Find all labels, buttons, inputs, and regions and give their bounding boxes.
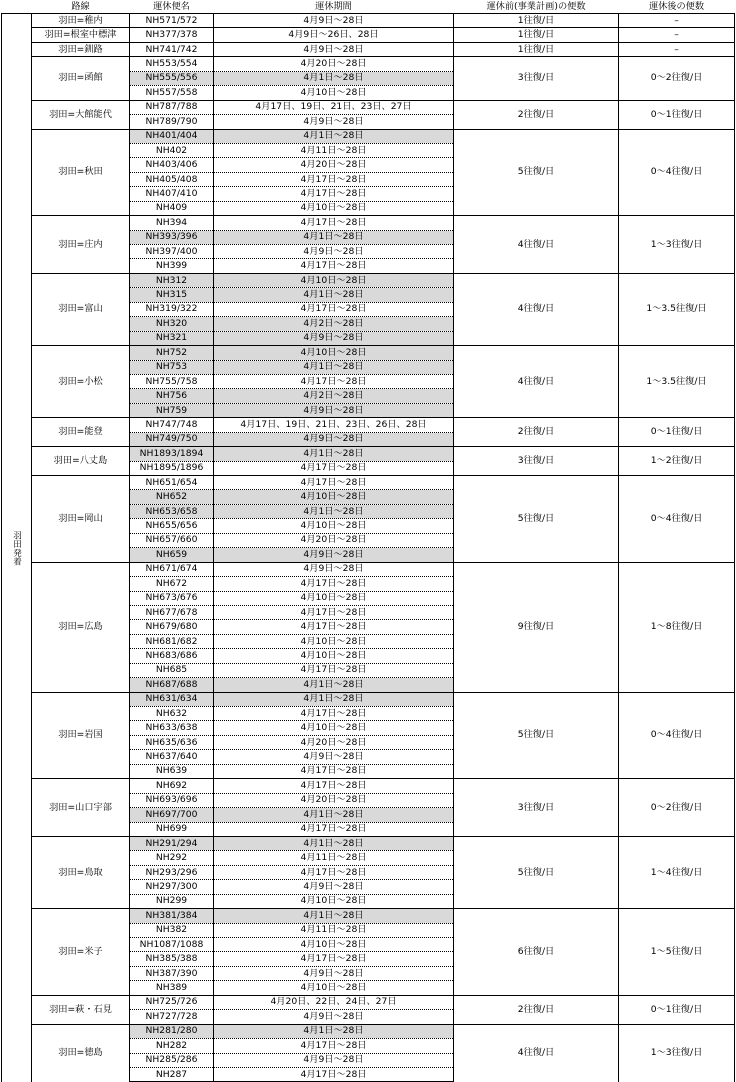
flights-before: 2往復/日 [454,995,619,1024]
suspension-period: 4月17日～28日 [214,764,454,778]
suspension-period: 4月1日～28日 [214,360,454,374]
table-row [2,14,735,28]
suspension-period: 4月1日～28日 [214,678,454,692]
table-row [2,28,735,42]
suspension-period: 4月17日～28日 [214,822,454,836]
suspension-period: 4月10日～28日 [214,346,454,360]
table-row [2,57,735,71]
suspension-period: 4月17日～28日 [214,779,454,793]
flights-before: 6往復/日 [454,909,619,996]
suspension-period: 4月17日～28日 [214,620,454,634]
table-row [2,129,735,143]
flights-after: – [619,28,735,42]
flight-number: NH407/410 [130,187,214,201]
header-area [2,0,32,14]
suspension-period: 4月9日～28日 [214,14,454,28]
flight-number: NH699 [130,822,214,836]
flight-number: NH677/678 [130,605,214,619]
flight-number: NH759 [130,403,214,417]
flight-number: NH693/696 [130,793,214,807]
suspension-period: 4月20日～28日 [214,57,454,71]
table-row [2,42,735,56]
flight-number: NH631/634 [130,692,214,706]
flights-after: 0～4往復/日 [619,692,735,779]
suspension-period: 4月1日～28日 [214,1024,454,1038]
header-after: 運休後の便数 [619,0,735,14]
flight-number: NH389 [130,981,214,995]
flights-after: 1～4往復/日 [619,836,735,908]
suspension-period: 4月9日～28日 [214,115,454,129]
flight-number: NH321 [130,331,214,345]
flights-after: 1～3.5往復/日 [619,273,735,345]
flight-number: NH381/384 [130,909,214,923]
flight-number: NH655/656 [130,519,214,533]
route-name: 羽田=庄内 [32,216,130,274]
flights-before: 4往復/日 [454,1024,619,1082]
suspension-period: 4月9日～28日 [214,966,454,980]
flight-number: NH312 [130,273,214,287]
flight-number: NH385/388 [130,952,214,966]
suspension-period: 4月10日～28日 [214,490,454,504]
suspension-period: 4月10日～28日 [214,591,454,605]
suspension-period: 4月20日、22日、24日、27日 [214,995,454,1009]
route-name: 羽田=徳島 [32,1024,130,1082]
flight-number: NH401/404 [130,129,214,143]
flight-number: NH319/322 [130,302,214,316]
flights-before: 1往復/日 [454,14,619,28]
flight-number: NH637/640 [130,750,214,764]
suspension-period: 4月9日～28日 [214,562,454,576]
suspension-period: 4月1日～28日 [214,71,454,85]
flight-number: NH299 [130,894,214,908]
flight-number: NH282 [130,1039,214,1053]
route-name: 羽田=稚内 [32,14,130,28]
route-name: 羽田=岩国 [32,692,130,779]
flight-number: NH673/676 [130,591,214,605]
table-row [2,995,735,1009]
flights-before: 2往復/日 [454,418,619,447]
table-row [2,346,735,360]
table-body [2,14,735,1082]
header-route: 路線 [32,0,130,14]
table-row [2,692,735,706]
suspension-period: 4月10日～28日 [214,649,454,663]
suspension-period: 4月1日～28日 [214,836,454,850]
flight-number: NH727/728 [130,1010,214,1024]
flight-number: NH382 [130,923,214,937]
suspension-period: 4月10日～28日 [214,981,454,995]
suspension-period: 4月17日～28日 [214,577,454,591]
suspension-period: 4月11日～28日 [214,851,454,865]
suspension-period: 4月1日～28日 [214,909,454,923]
route-name: 羽田=大館能代 [32,100,130,129]
flight-number: NH633/638 [130,721,214,735]
flight-number: NH297/300 [130,880,214,894]
flight-number: NH752 [130,346,214,360]
flights-after: – [619,14,735,28]
header-before: 運休前(事業計画)の便数 [454,0,619,14]
flight-number: NH555/556 [130,71,214,85]
flight-number: NH789/790 [130,115,214,129]
suspension-period: 4月10日～28日 [214,938,454,952]
flights-after: 1～8往復/日 [619,562,735,692]
route-name: 羽田=小松 [32,346,130,418]
flight-number: NH681/682 [130,634,214,648]
flight-number: NH387/390 [130,966,214,980]
suspension-period: 4月9日～28日 [214,245,454,259]
suspension-period: 4月17日～28日 [214,952,454,966]
suspension-period: 4月17日～28日 [214,461,454,475]
route-name: 羽田=函館 [32,57,130,100]
flight-number: NH692 [130,779,214,793]
flights-after: 1～3.5往復/日 [619,346,735,418]
suspension-period: 4月17日～28日 [214,476,454,490]
suspension-period: 4月10日～28日 [214,519,454,533]
suspension-period: 4月17日～28日 [214,172,454,186]
flight-number: NH293/296 [130,865,214,879]
suspension-period: 4月20日～28日 [214,793,454,807]
suspension-period: 4月17日～28日 [214,865,454,879]
flights-after: 1～3往復/日 [619,216,735,274]
route-name: 羽田=広島 [32,562,130,692]
suspension-period: 4月9日～28日 [214,1010,454,1024]
table-row [2,1024,735,1038]
flight-number: NH741/742 [130,42,214,56]
suspension-period: 4月10日～28日 [214,894,454,908]
flight-number: NH285/286 [130,1053,214,1067]
flight-number: NH1893/1894 [130,447,214,461]
flight-number: NH755/758 [130,374,214,388]
suspension-period: 4月17日～28日 [214,1039,454,1053]
flight-number: NH377/378 [130,28,214,42]
flight-number: NH1895/1896 [130,461,214,475]
header-period: 運休期間 [214,0,454,14]
suspension-period: 4月17日～28日 [214,707,454,721]
flight-number: NH320 [130,317,214,331]
flight-number: NH753 [130,360,214,374]
flights-after: – [619,42,735,56]
route-name: 羽田=岡山 [32,476,130,563]
flights-after: 0～2往復/日 [619,57,735,100]
flight-number: NH1087/1088 [130,938,214,952]
flight-number: NH553/554 [130,57,214,71]
suspension-table [1,0,735,1082]
flight-number: NH557/558 [130,86,214,100]
flight-number: NH402 [130,143,214,157]
flight-number: NH635/636 [130,735,214,749]
flights-before: 4往復/日 [454,346,619,418]
table-row [2,779,735,793]
route-name: 羽田=能登 [32,418,130,447]
suspension-period: 4月1日～28日 [214,129,454,143]
suspension-period: 4月17日～28日 [214,187,454,201]
flight-number: NH287 [130,1067,214,1081]
flight-number: NH405/408 [130,172,214,186]
suspension-period: 4月9日～28日 [214,1053,454,1067]
flights-before: 3往復/日 [454,447,619,476]
flight-number: NH394 [130,216,214,230]
flights-before: 4往復/日 [454,273,619,345]
table-row [2,476,735,490]
suspension-period: 4月1日～28日 [214,692,454,706]
suspension-period: 4月9日～28日 [214,403,454,417]
flights-after: 1～5往復/日 [619,909,735,996]
flights-before: 5往復/日 [454,476,619,563]
route-name: 羽田=秋田 [32,129,130,216]
suspension-period: 4月9日～28日 [214,880,454,894]
table-row [2,562,735,576]
suspension-period: 4月9日～28日 [214,331,454,345]
flights-before: 1往復/日 [454,28,619,42]
suspension-period: 4月1日～28日 [214,808,454,822]
flight-number: NH749/750 [130,432,214,446]
flight-number: NH315 [130,288,214,302]
suspension-period: 4月10日～28日 [214,86,454,100]
flight-number: NH652 [130,490,214,504]
flight-number: NH725/726 [130,995,214,1009]
route-name: 羽田=山口宇部 [32,779,130,837]
flights-before: 5往復/日 [454,836,619,908]
suspension-period: 4月20日～28日 [214,533,454,547]
table-row [2,216,735,230]
flight-number: NH397/400 [130,245,214,259]
flight-number: NH639 [130,764,214,778]
header-row [2,0,735,14]
flights-before: 2往復/日 [454,100,619,129]
flights-after: 0～4往復/日 [619,476,735,563]
suspension-period: 4月10日～28日 [214,634,454,648]
flight-number: NH679/680 [130,620,214,634]
flight-number: NH747/748 [130,418,214,432]
flights-after: 1～3往復/日 [619,1024,735,1082]
suspension-period: 4月1日～28日 [214,504,454,518]
suspension-period: 4月10日～28日 [214,201,454,215]
suspension-period: 4月17日～28日 [214,302,454,316]
suspension-period: 4月9日～28日 [214,750,454,764]
table-row [2,100,735,114]
flight-number: NH403/406 [130,158,214,172]
suspension-period: 4月10日～28日 [214,273,454,287]
flight-number: NH571/572 [130,14,214,28]
table-row [2,273,735,287]
route-name: 羽田=萩・石見 [32,995,130,1024]
suspension-period: 4月2日～28日 [214,317,454,331]
area-label: 羽田発着 [11,530,22,566]
suspension-period: 4月9日～28日 [214,548,454,562]
flight-number: NH281/280 [130,1024,214,1038]
route-name: 羽田=八丈島 [32,447,130,476]
suspension-period: 4月9日～28日 [214,42,454,56]
flights-after: 0～4往復/日 [619,129,735,216]
flight-number: NH291/294 [130,836,214,850]
flight-number: NH787/788 [130,100,214,114]
flight-number: NH653/658 [130,504,214,518]
flights-after: 0～1往復/日 [619,995,735,1024]
route-name: 羽田=鳥取 [32,836,130,908]
flight-number: NH651/654 [130,476,214,490]
flight-number: NH632 [130,707,214,721]
flights-before: 9往復/日 [454,562,619,692]
suspension-period: 4月11日～28日 [214,143,454,157]
flights-before: 1往復/日 [454,42,619,56]
flights-after: 0～1往復/日 [619,418,735,447]
suspension-period: 4月1日～28日 [214,230,454,244]
flight-number: NH697/700 [130,808,214,822]
suspension-period: 4月10日～28日 [214,721,454,735]
suspension-period: 4月11日～28日 [214,923,454,937]
suspension-period: 4月17日～28日 [214,605,454,619]
suspension-period: 4月17日、19日、21日、23日、27日 [214,100,454,114]
flight-number: NH683/686 [130,649,214,663]
flight-number: NH399 [130,259,214,273]
route-name: 羽田=米子 [32,909,130,996]
flights-before: 4往復/日 [454,216,619,274]
table-row [2,447,735,461]
flights-before: 5往復/日 [454,129,619,216]
suspension-period: 4月9日～28日 [214,432,454,446]
flights-after: 0～1往復/日 [619,100,735,129]
flights-after: 1～2往復/日 [619,447,735,476]
header-flight: 運休便名 [130,0,214,14]
flight-number: NH409 [130,201,214,215]
route-name: 羽田=根室中標津 [32,28,130,42]
flight-number: NH659 [130,548,214,562]
flight-number: NH685 [130,663,214,677]
area-label-cell [2,14,32,1082]
suspension-period: 4月20日～28日 [214,735,454,749]
flights-before: 3往復/日 [454,779,619,837]
flights-before: 3往復/日 [454,57,619,100]
flight-number: NH687/688 [130,678,214,692]
flights-after: 0～2往復/日 [619,779,735,837]
flight-number: NH657/660 [130,533,214,547]
suspension-period: 4月17日～28日 [214,216,454,230]
suspension-period: 4月1日～28日 [214,288,454,302]
suspension-period: 4月17日～28日 [214,1067,454,1081]
table-row [2,836,735,850]
table-row [2,418,735,432]
suspension-period: 4月17日～28日 [214,663,454,677]
suspension-period: 4月20日～28日 [214,158,454,172]
route-name: 羽田=釧路 [32,42,130,56]
suspension-period: 4月2日～28日 [214,389,454,403]
suspension-period: 4月1日～28日 [214,447,454,461]
suspension-period: 4月17日～28日 [214,259,454,273]
table-row [2,909,735,923]
flight-number: NH756 [130,389,214,403]
flight-number: NH393/396 [130,230,214,244]
suspension-period: 4月17日、19日、21日、23日、26日、28日 [214,418,454,432]
route-name: 羽田=富山 [32,273,130,345]
suspension-period: 4月9日～26日、28日 [214,28,454,42]
flight-number: NH672 [130,577,214,591]
flights-before: 5往復/日 [454,692,619,779]
suspension-period: 4月17日～28日 [214,374,454,388]
flight-number: NH292 [130,851,214,865]
flight-number: NH671/674 [130,562,214,576]
